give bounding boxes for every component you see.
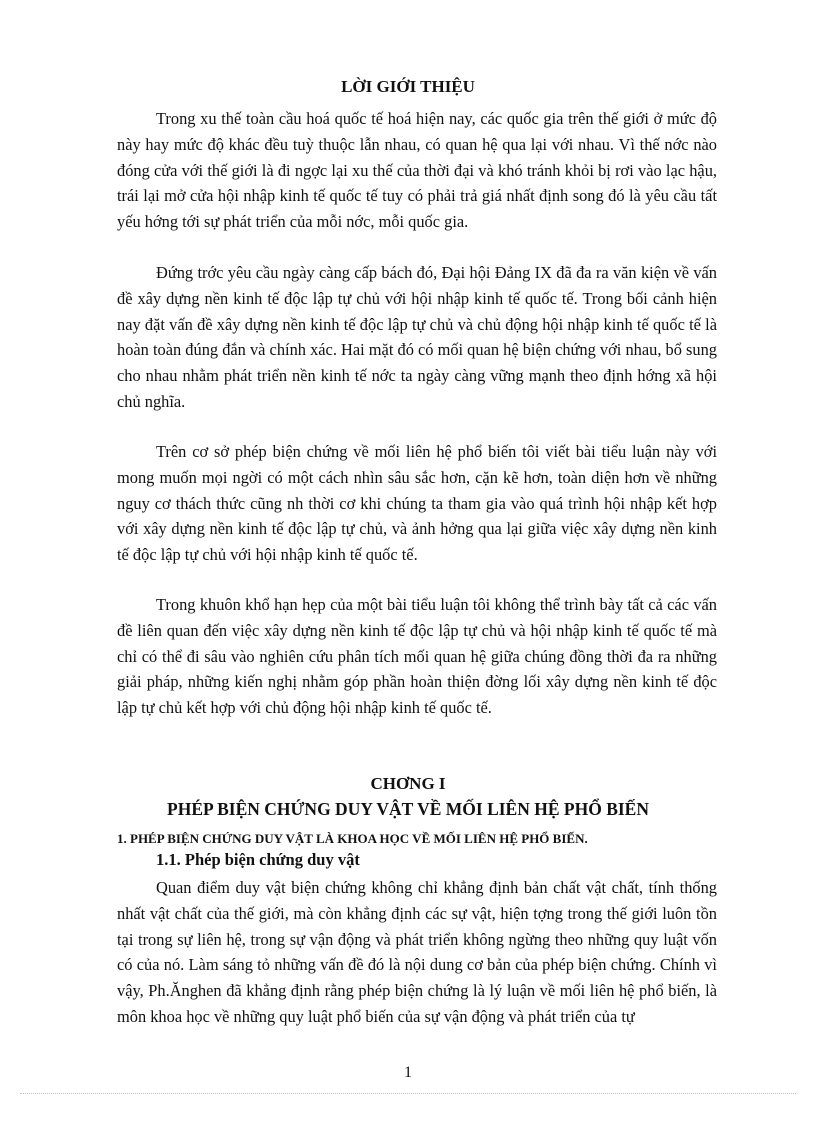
page-number: 1 bbox=[404, 1064, 412, 1081]
intro-paragraph-4: Trong khuôn khổ hạn hẹp của một bài tiểu luận tôi không thể trình bày tất cả các vấn đề liên quan đến việc xây dựng nền kinh tế độc lập tự chủ và hội nhập kinh tế quốc tế mà chỉ có thể đi sâu vào nghiên cứu phân tích mối quan hệ giữa chúng đồng thời đa ra những giải pháp, những kiến nghị nhằm góp phần hoàn thiện đờng lối xây dựng nền kinh tế độc lập tự chủ kết hợp với chủ động hội nhập kinh tế quốc tế. bbox=[117, 595, 717, 718]
chapter-number: CHƠNG I bbox=[370, 774, 446, 793]
chapter-title: PHÉP BIỆN CHỨNG DUY VẬT VỀ MỐI LIÊN HỆ PHỔ BIẾN bbox=[167, 799, 649, 819]
page-bottom-divider bbox=[20, 1093, 796, 1094]
document-title: LỜI GIỚI THIỆU bbox=[341, 77, 475, 96]
body-paragraph: Quan điểm duy vật biện chứng không chỉ khẳng định bản chất vật chất, tính thống nhất vật chất của thế giới, mà còn khẳng định các sự vật, hiện tợng trong thế giới luôn tồn tại trong sự liên hệ, trong sự vận động và phát triển không ngừng theo những quy luật vốn có của nó. Làm sáng tỏ những vấn đề đó là nội dung cơ bản của phép biện chứng. Chính vì vậy, Ph.Ănghen đã khẳng định rằng phép biện chứng là lý luận về mối liên hệ phổ biến, là môn khoa học về những quy luật phổ biến của sự vận động và phát triển của tự bbox=[117, 878, 717, 1026]
section-heading: 1. PHÉP BIỆN CHỨNG DUY VẬT LÀ KHOA HỌC VỀ MỐI LIÊN HỆ PHỔ BIẾN. bbox=[117, 831, 588, 846]
intro-paragraph-3: Trên cơ sở phép biện chứng về mối liên hệ phổ biến tôi viết bài tiểu luận này với mong muốn mọi ngời có một cách nhìn sâu sắc hơn, cặn kẽ hơn, toàn diện hơn về những nguy cơ thách thức cũng nh thời cơ khi chúng ta tham gia vào quá trình hội nhập kết hợp với xây dựng nền kinh tế độc lập tự chủ, và ảnh hởng qua lại giữa việc xây dựng nền kinh tế độc lập tự chủ với hội nhập kinh tế quốc tế. bbox=[117, 442, 717, 565]
intro-paragraph-2: Đứng trớc yêu cầu ngày càng cấp bách đó, Đại hội Đảng IX đã đa ra văn kiện về vấn đề xây dựng nền kinh tế độc lập tự chủ với hội nhập kinh tế quốc tế. Trong bối cảnh hiện nay đặt vấn đề xây dựng nền kinh tế độc lập tự chủ và chủ động hội nhập kinh tế quốc tế là hoàn toàn đúng đắn và chính xác. Hai mặt đó có mối quan hệ biện chứng với nhau, bổ sung cho nhau nhằm phát triển nền kinh tế nớc ta ngày càng vững mạnh theo định hớng xã hội chủ nghĩa. bbox=[117, 263, 717, 411]
intro-paragraph-1: Trong xu thế toàn cầu hoá quốc tế hoá hiện nay, các quốc gia trên thế giới ở mức độ này hay mức độ khác đều tuỳ thuộc lẫn nhau, có quan hệ qua lại với nhau. Vì thế nớc nào đóng cửa với thế giới là đi ngợc lại xu thế của thời đại và khó tránh khỏi bị rơi vào lạc hậu, trái lại mở cửa hội nhập kinh tế quốc tế tuy có phải trả giá nhất định song đó là yêu cầu tất yếu hớng tới sự phát triển của mỗi nớc, mỗi quốc gia. bbox=[117, 109, 717, 232]
subsection-heading: 1.1. Phép biện chứng duy vật bbox=[156, 850, 360, 869]
